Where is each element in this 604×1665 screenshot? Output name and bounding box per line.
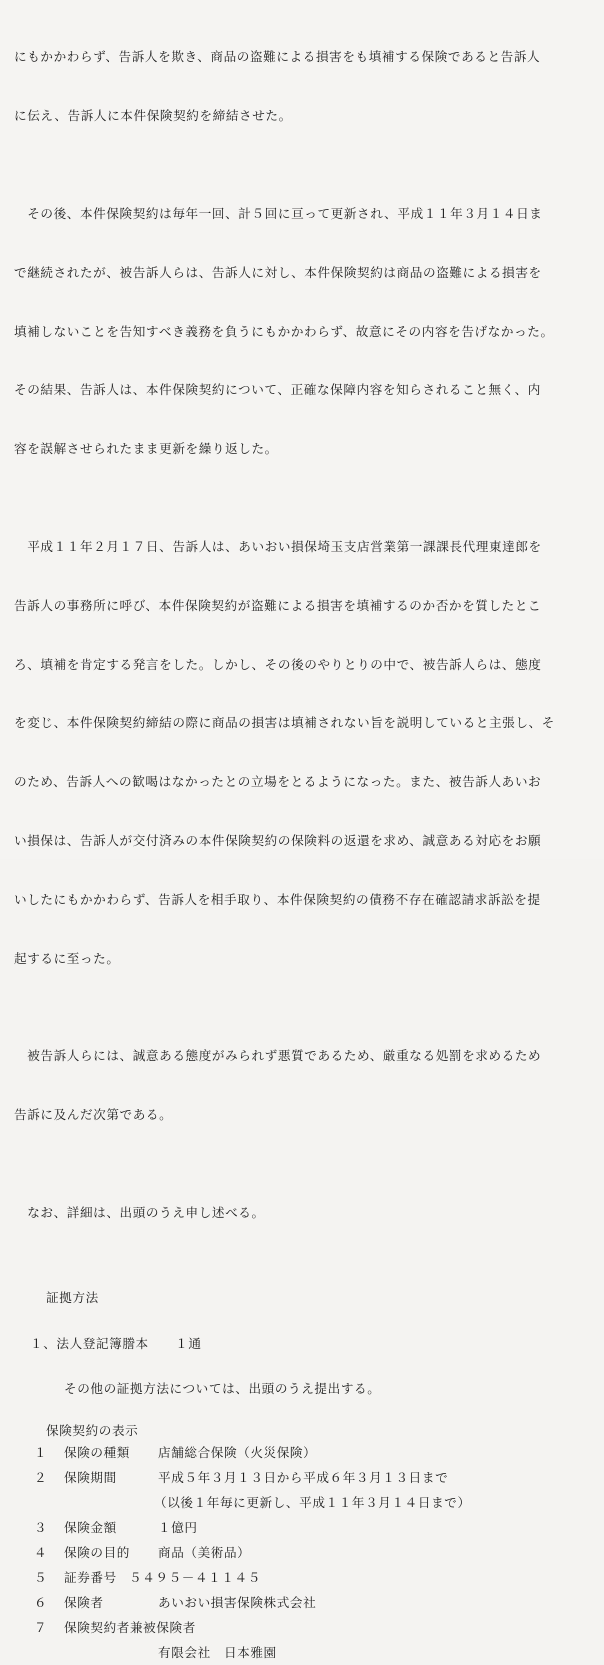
row-number: １: [34, 1445, 48, 1461]
text-line: なお、詳細は、出頭のうえ申し述べる。: [14, 1205, 265, 1221]
text-line: で継続されたが、被告訴人らは、告訴人に対し、本件保険契約は商品の盗難による損害を: [14, 264, 542, 280]
contract-row: [14, 1515, 590, 1540]
row-number: ２: [34, 1470, 48, 1486]
paragraph-4: [14, 1007, 590, 1164]
contract-table: [14, 1440, 590, 1665]
row-label: 保険の目的: [64, 1545, 130, 1561]
text-line: その結果、告訴人は、本件保険契約について、正確な保障内容を知らされること無く、内: [14, 382, 541, 398]
text-line: その後、本件保険契約は毎年一回、計５回に亘って更新され、平成１１年３月１４日ま: [14, 205, 543, 221]
body-text: [14, 8, 590, 1262]
row-label: 保険の種類: [64, 1445, 130, 1461]
text-line: いしたにもかかわらず、告訴人を相手取り、本件保険契約の債務不存在確認請求訴訟を提: [14, 891, 541, 907]
contract-title: 保険契約の表示: [46, 1422, 139, 1438]
row-value: １億円: [158, 1520, 198, 1536]
text-line: にもかかわらず、告訴人を欺き、商品の盗難による損害をも填補する保険であると告訴人: [14, 49, 541, 65]
contract-row: [14, 1540, 590, 1565]
evidence-other-note: その他の証拠方法については、出頭のうえ提出する。: [64, 1381, 381, 1397]
contract-row: [14, 1615, 590, 1640]
contract-row: [14, 1640, 590, 1665]
row-number: ６: [34, 1595, 48, 1611]
text-line: 起するに至った。: [14, 950, 120, 966]
evidence-heading: 証拠方法: [46, 1290, 99, 1305]
text-line: 告訴に及んだ次第である。: [14, 1107, 173, 1123]
row-label: 保険契約者兼被保険者: [64, 1620, 196, 1636]
text-line: ろ、填補を肯定する発言をした。しかし、その後のやりとりの中で、被告訴人らは、態度: [14, 656, 542, 672]
row-value: 店舗総合保険（火災保険）: [158, 1445, 317, 1461]
row-number: ７: [34, 1620, 48, 1636]
text-line: い損保は、告訴人が交付済みの本件保険契約の保険料の返還を求め、誠意ある対応をお願: [14, 832, 542, 848]
row-value: （以後１年毎に更新し、平成１１年３月１４日まで）: [154, 1495, 471, 1511]
row-label: 保険者: [64, 1595, 104, 1611]
contract-row: [14, 1465, 590, 1490]
text-line: に伝え、告訴人に本件保険契約を締結させた。: [14, 107, 292, 123]
evidence-item: １、法人登記簿謄本 １通: [30, 1335, 202, 1351]
paragraph-3: [14, 498, 590, 1007]
paragraph-2: [14, 165, 590, 498]
row-label: 保険金額: [64, 1520, 117, 1536]
contract-row: [14, 1565, 590, 1590]
text-line: を変じ、本件保険契約締結の際に商品の損害は填補されない旨を説明していると主張し、そ: [14, 715, 555, 731]
row-value: 平成５年３月１３日から平成６年３月１３日まで: [158, 1470, 449, 1486]
contract-row: [14, 1440, 590, 1465]
row-value: あいおい損害保険株式会社: [158, 1595, 317, 1611]
text-line: 容を誤解させられたまま更新を繰り返した。: [14, 441, 278, 457]
text-line: 填補しないことを告知すべき義務を負うにもかかわらず、故意にその内容を告げなかった。: [14, 323, 554, 339]
row-label: 証券番号: [64, 1570, 117, 1586]
contract-row: [14, 1490, 590, 1515]
row-value: ５４９５－４１１４５: [129, 1570, 261, 1586]
row-number: ３: [34, 1520, 48, 1536]
row-label: 保険期間: [64, 1470, 117, 1486]
text-line: のため、告訴人への歓喝はなかったとの立場をとるようになった。また、被告訴人あいお: [14, 774, 542, 790]
row-number: ５: [34, 1570, 48, 1586]
row-value: 有限会社 日本雅園: [158, 1645, 277, 1661]
text-line: 被告訴人らには、誠意ある態度がみられず悪質であるため、厳重なる処罰を求めるため: [14, 1048, 542, 1064]
paragraph-1: [14, 8, 590, 165]
text-line: 告訴人の事務所に呼び、本件保険契約が盗難による損害を填補するのか否かを質したとこ: [14, 597, 542, 613]
text-line: 平成１１年２月１７日、告訴人は、あいおい損保埼玉支店営業第一課課長代理東達郎を: [14, 539, 542, 555]
paragraph-5: [14, 1164, 590, 1262]
contract-row: [14, 1590, 590, 1615]
row-value: 商品（美術品）: [158, 1545, 251, 1561]
row-number: ４: [34, 1545, 48, 1561]
